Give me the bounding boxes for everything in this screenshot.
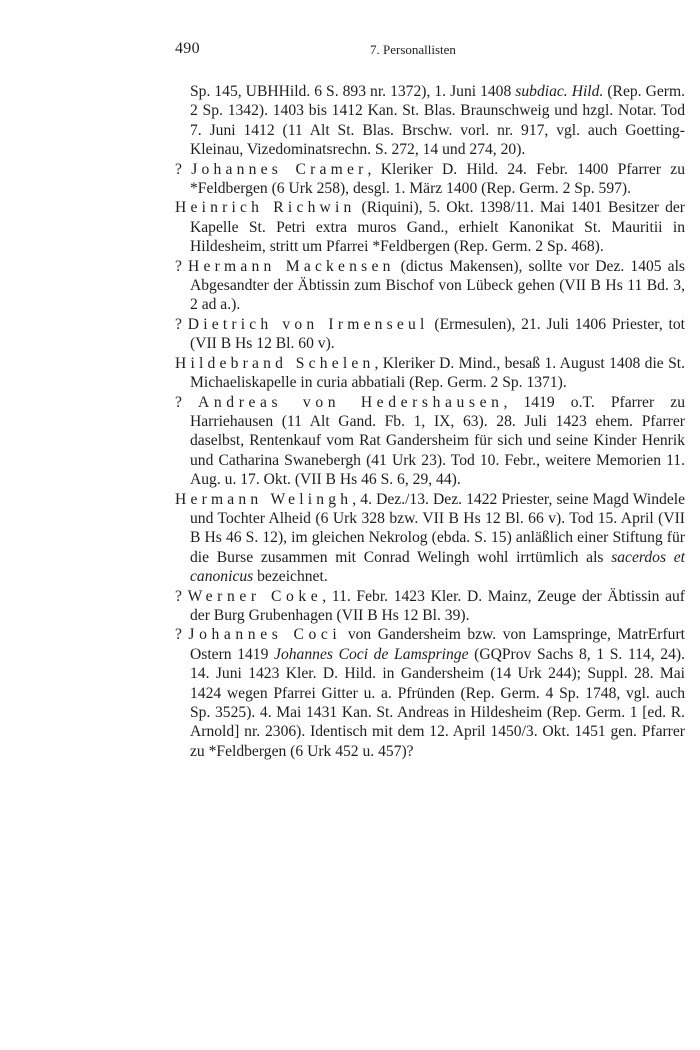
page-number: 490 (175, 40, 200, 57)
entry-andreas-von-hedershausen (175, 393, 685, 490)
person-name: Johannes Coci (188, 626, 342, 644)
uncertain-marker: ? (175, 626, 189, 644)
entry-text: , 1419 o.T. Pfarrer zu Harriehausen (11 Alt Gand. Fb. 1, IX, 63). 28. Juli 1423 ehem. Pfarrer daselbst, Rentenkauf vom Rat Gandersheim für sich und seine Kinder Henrik und Catharina Swanebergh (41 Urk 23). Tod 10. Febr., weitere Memorien 11. Aug. u. 17. Okt. (VII B Hs 46 S. 6, 29, 44). (190, 393, 686, 489)
entry-hermann-mackensen (175, 257, 685, 315)
entry-text: (dictus Makensen), sollte vor Dez. 1405 als Abgesandter der Äbtissin zum Bischof von Lübeck gehen (VII B Hs 11 Bd. 3, 2 ad a.). (190, 257, 686, 314)
entry-italic-text: subdiac. Hild. (515, 83, 604, 100)
entry-text: , Kleriker D. Mind., besaß 1. August 1408 die St. Michaeliskapelle in curia abbatiali (Rep. Germ. 2 Sp. 1371). (190, 354, 686, 392)
continuation-paragraph (175, 82, 685, 160)
page-body (175, 82, 685, 761)
entry-italic-text: Johannes Coci de Lamspringe (274, 645, 469, 663)
entry-text: , 11. Febr. 1423 Kler. D. Mainz, Zeuge der Äbtissin auf der Burg Grubenhagen (VII B Hs 12 Bl. 39). (190, 587, 685, 624)
entry-dietrich-von-irmenseul (175, 315, 685, 354)
person-name: Heinrich Richwin (175, 199, 356, 217)
entry-werner-coke (175, 587, 685, 626)
entry-text: (Riquini), 5. Okt. 1398/11. Mai 1401 Besitzer der Kapelle St. Petri extra muros Gand., erhielt Kanonikat St. Mauritii in Hildesheim, stritt um Pfarrei *Feldbergen (Rep. Germ. 2 Sp. 468). (190, 199, 685, 256)
entry-text: , 4. Dez./13. Dez. 1422 Priester, seine Magd Windele und Tochter Alheid (6 Urk 328 bzw. VII B Hs 12 Bl. 66 v). Tod 15. April (VII B Hs 46 S. 12), im gleichen Nekrolog (ebda. S. 15) anläßlich einer Stiftung für die Burse zusammen mit Conrad Welingh wohl irrtümlich als (190, 490, 685, 566)
person-name: Andreas von Hedershausen (198, 393, 504, 411)
entry-heinrich-richwin (175, 198, 685, 256)
entry-hermann-welingh (175, 490, 685, 587)
running-head: 7. Personallisten (370, 42, 456, 57)
entry-text: Sp. 145, UBHHild. 6 S. 893 nr. 1372), 1. Juni 1408 (190, 83, 516, 100)
person-name: Dietrich von Irmenseul (187, 315, 429, 333)
entry-hildebrand-schelen (175, 354, 685, 393)
entry-text: (Ermesulen), 21. Juli 1406 Priester, tot (VII B Hs 12 Bl. 60 v). (190, 315, 685, 353)
entry-text: bezeichnet. (253, 568, 328, 586)
entry-text: , Kleriker D. Hild. 24. Febr. 1400 Pfarrer zu *Feldbergen (6 Urk 258), desgl. 1. März 1400 (Rep. Germ. 2 Sp. 597). (190, 160, 685, 198)
entry-text: von Gandersheim bzw. von Lamspringe, MatrErfurt Ostern 1419 (190, 626, 685, 663)
page-header (175, 40, 685, 64)
entry-johannes-coci (175, 625, 685, 761)
uncertain-marker: ? (175, 315, 188, 333)
person-name: Hermann Mackensen (188, 257, 395, 275)
entry-johannes-cramer (175, 160, 685, 199)
person-name: Johannes Cramer (191, 160, 368, 178)
uncertain-marker: ? (175, 257, 189, 275)
entry-text: (GQProv Sachs 8, 1 S. 114, 24). 14. Juni 1423 Kler. D. Hild. in Gandersheim (14 Urk 244); Suppl. 28. Mai 1424 wegen Pfarrei Gitter u. a. Pfründen (Rep. Germ. 4 Sp. 1748, vgl. auch Sp. 3525). 4. Mai 1431 Kan. St. Andreas in Hildesheim (Rep. Germ. 1 [ed. R. Arnold] nr. 2306). Identisch mit dem 12. April 1450/3. Okt. 1451 gen. Pfarrer zu *Feldbergen (6 Urk 452 u. 457)? (190, 645, 685, 760)
entry-text: (Rep. Germ. 2 Sp. 1342). 1403 bis 1412 Kan. St. Blas. Braunschweig und hzgl. Notar. Tod 7. Juni 1412 (11 Alt St. Blas. Brschw. vorl. nr. 917, vgl. auch Goetting-Kleinau, Vizedominatsrechn. S. 272, 14 und 274, 20). (190, 83, 685, 159)
entry-italic-text: sacerdos et canonicus (190, 548, 686, 586)
uncertain-marker: ? (175, 587, 188, 605)
person-name: Hermann Welingh (175, 490, 353, 508)
uncertain-marker: ? (175, 393, 199, 411)
uncertain-marker: ? (175, 160, 192, 178)
person-name: Hildebrand Schelen (175, 354, 375, 372)
person-name: Werner Coke (187, 587, 323, 605)
